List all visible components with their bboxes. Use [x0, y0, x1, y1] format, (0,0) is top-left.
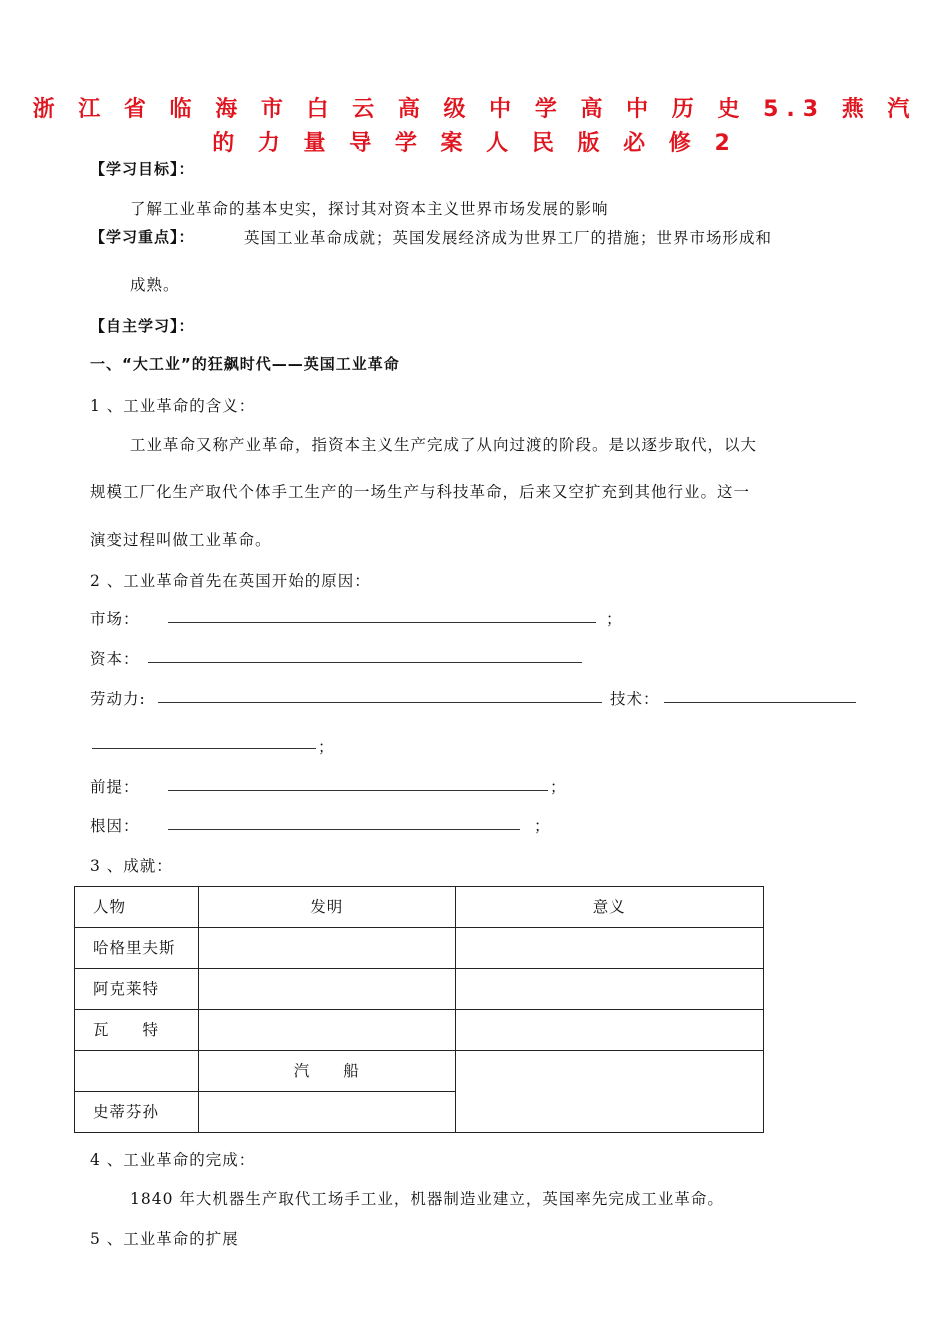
technology-semicolon: ； [318, 738, 335, 756]
paragraph-4: 1840 年大机器生产取代工场手工业，机器制造业建立，英国率先完成工业革命。 [130, 1190, 724, 1208]
table-cell-invention[interactable] [198, 928, 455, 969]
capital-blank[interactable] [148, 662, 582, 663]
root-label: 根因： [90, 817, 140, 835]
table-cell-person: 史蒂芬孙 [75, 1092, 199, 1133]
paragraph-1-line2: 规模工厂化生产取代个体手工生产的一场生产与科技革命，后来又空扩充到其他行业。这一 [90, 483, 751, 501]
question-2: 2 、工业革命首先在英国开始的原因： [90, 572, 371, 590]
paragraph-1-line1: 工业革命又称产业革命，指资本主义生产完成了从向过渡的阶段。是以逐步取代，以大 [130, 436, 758, 454]
table-cell-significance[interactable] [455, 928, 763, 969]
premise-semicolon: ； [550, 778, 567, 796]
keypoints-text-1: 英国工业革命成就；英国发展经济成为世界工厂的措施；世界市场形成和 [244, 229, 773, 247]
section1-heading: 一、“大工业”的狂飙时代——英国工业革命 [90, 355, 400, 373]
labor-blank[interactable] [158, 702, 602, 703]
objectives-text: 了解工业革命的基本史实，探讨其对资本主义世界市场发展的影响 [130, 200, 609, 218]
premise-blank[interactable] [168, 790, 548, 791]
table-cell-person: 阿克莱特 [75, 969, 199, 1010]
table-header-invention: 发明 [198, 887, 455, 928]
table-cell-significance[interactable] [455, 969, 763, 1010]
achievements-table [74, 886, 764, 1133]
table-cell-person: 哈格里夫斯 [75, 928, 199, 969]
document-title-line1: 浙 江 省 临 海 市 白 云 高 级 中 学 高 中 历 史 5.3 燕 汽 [32, 97, 918, 122]
table-cell-invention[interactable] [198, 1092, 455, 1133]
technology-blank-continued[interactable] [92, 748, 316, 749]
question-1: 1 、工业革命的含义： [90, 397, 256, 415]
document-title-line2: 的 力 量 导 学 案 人 民 版 必 修 2 [212, 131, 738, 156]
question-5: 5 、工业革命的扩展 [90, 1230, 239, 1248]
table-cell-significance[interactable] [455, 1010, 763, 1051]
table-cell-invention[interactable] [198, 1010, 455, 1051]
table-cell-invention: 汽 船 [198, 1051, 455, 1092]
paragraph-1-line3: 演变过程叫做工业革命。 [90, 531, 272, 549]
table-cell-person: 瓦 特 [75, 1010, 199, 1051]
capital-label: 资本： [90, 650, 140, 668]
table-cell-invention[interactable] [198, 969, 455, 1010]
market-label: 市场： [90, 610, 140, 628]
table-header-person: 人物 [75, 887, 199, 928]
technology-blank[interactable] [664, 702, 856, 703]
root-blank[interactable] [168, 829, 520, 830]
market-blank[interactable] [168, 622, 596, 623]
keypoints-text-2: 成熟。 [130, 276, 180, 294]
labor-label: 劳动力: [90, 690, 146, 708]
market-semicolon: ； [606, 610, 623, 628]
keypoints-heading: 【学习重点】： [90, 228, 195, 246]
table-cell-person[interactable] [75, 1051, 199, 1092]
table-cell-significance-merged[interactable] [455, 1051, 763, 1133]
objectives-heading: 【学习目标】： [90, 160, 195, 178]
question-4: 4 、工业革命的完成： [90, 1151, 256, 1169]
table-header-significance: 意义 [455, 887, 763, 928]
self-study-heading: 【自主学习】： [90, 317, 195, 335]
technology-label: 技术： [610, 690, 660, 708]
question-3: 3 、成就： [90, 857, 173, 875]
root-semicolon: ； [534, 817, 551, 835]
premise-label: 前提： [90, 778, 140, 796]
